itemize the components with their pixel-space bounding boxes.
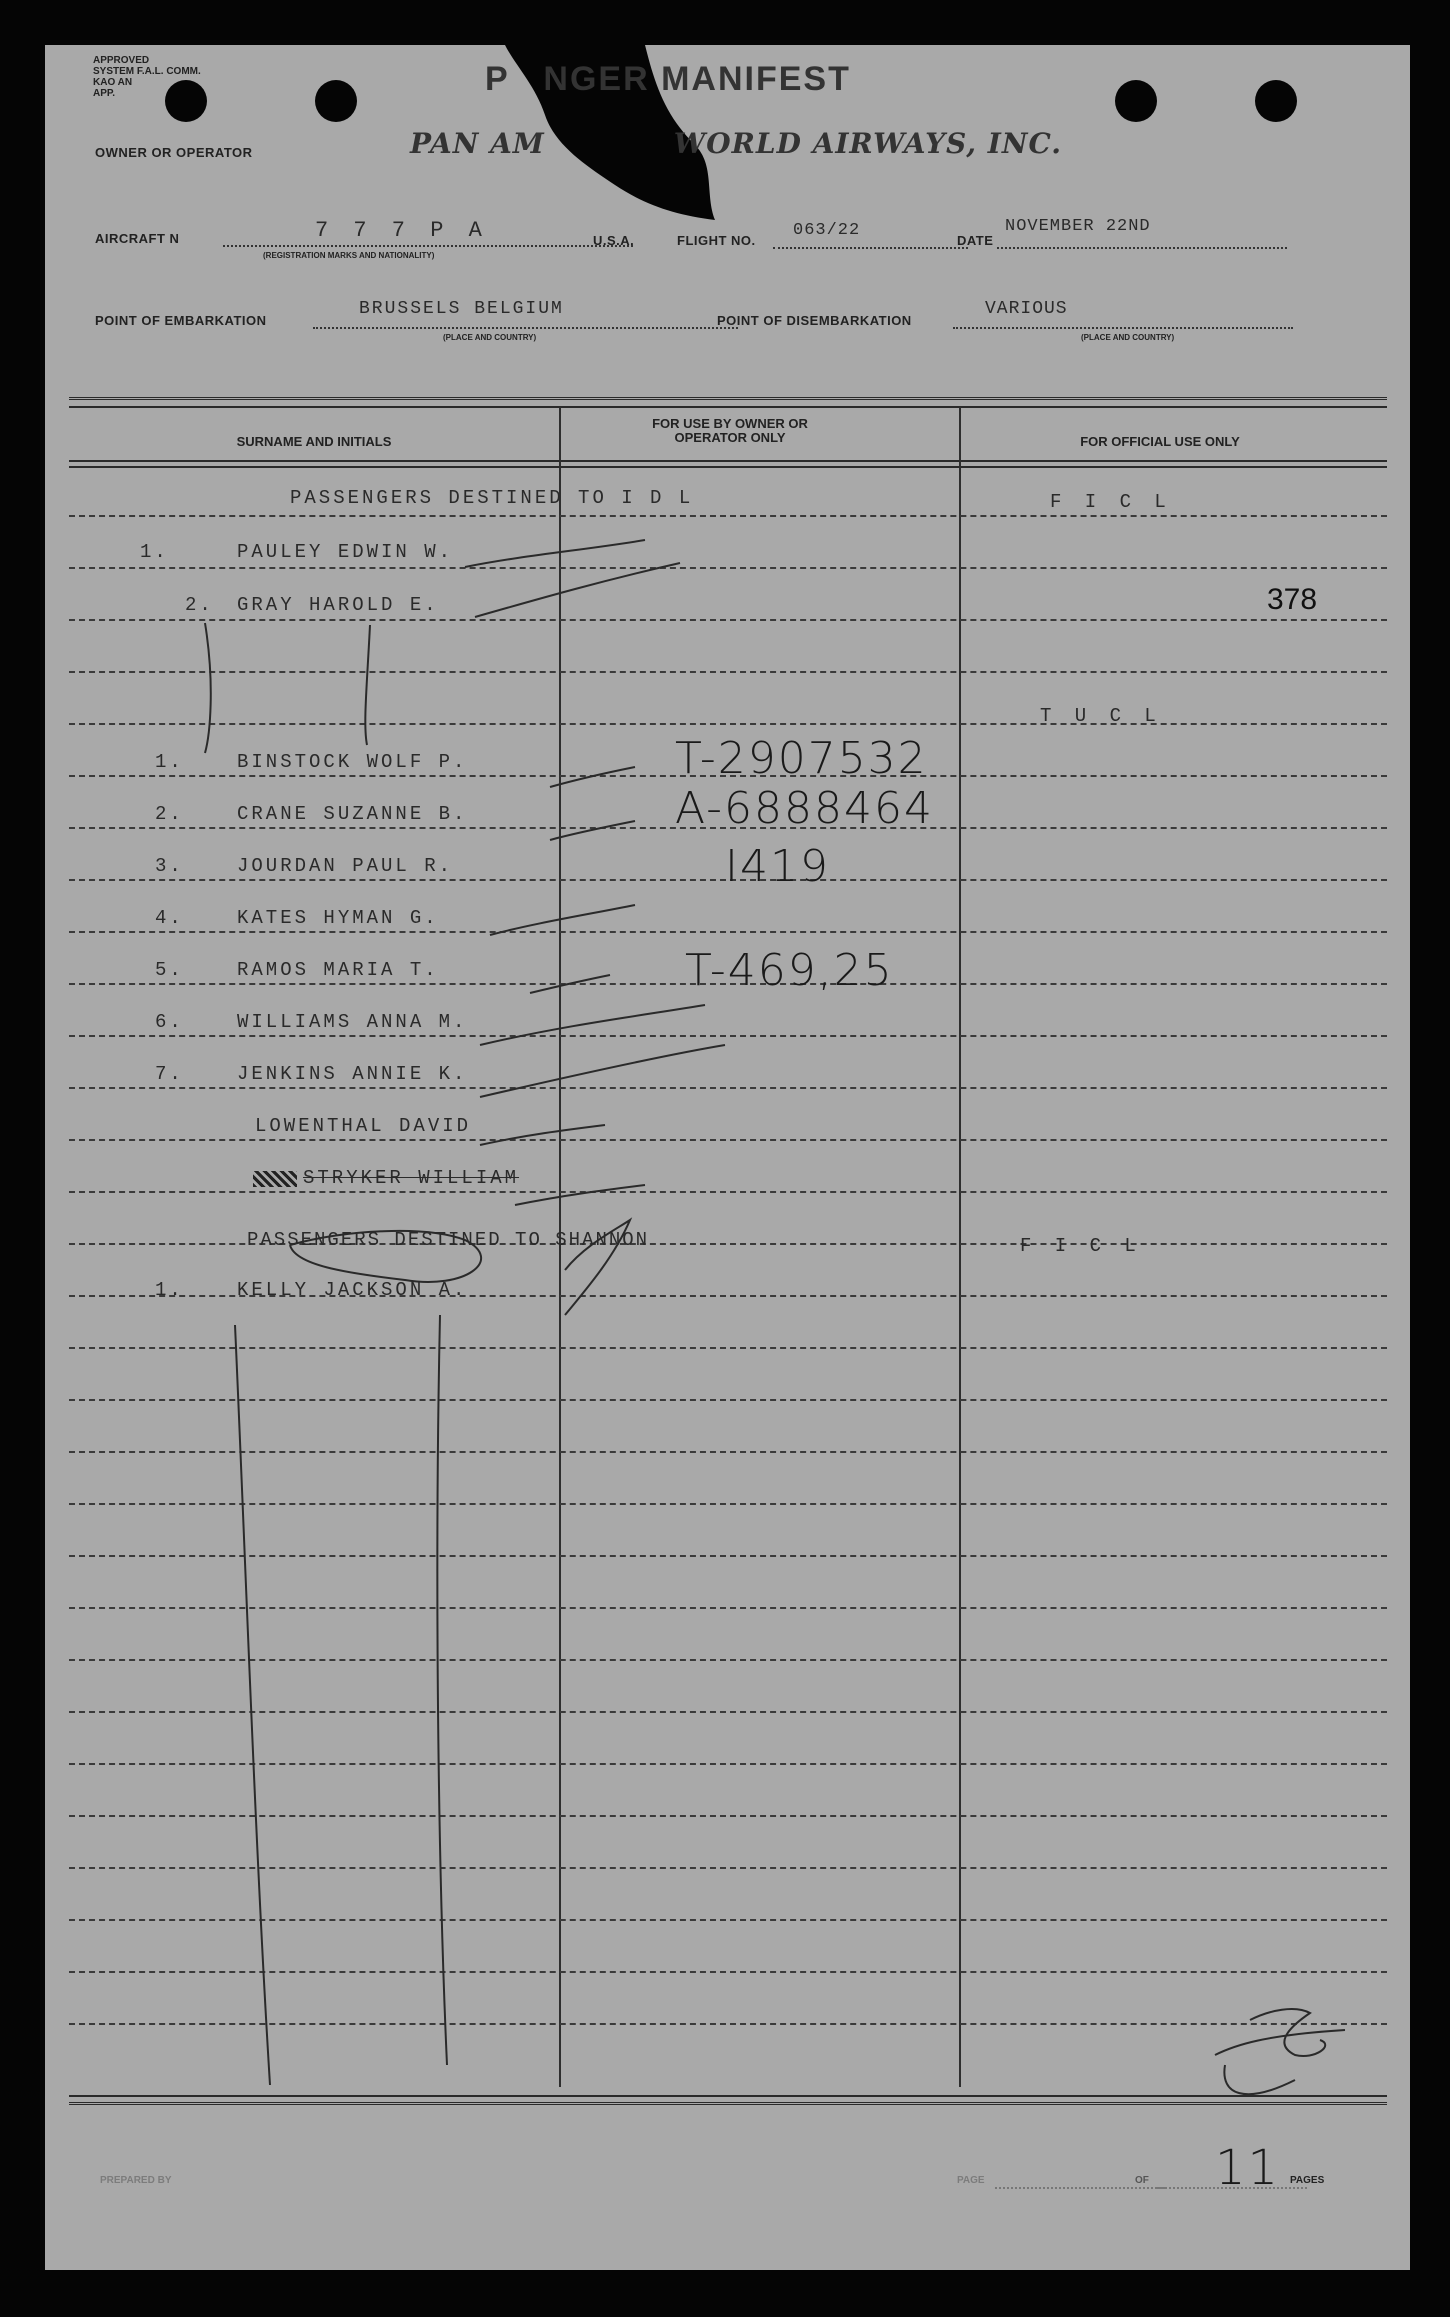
passenger-name: JOURDAN PAUL R. (237, 855, 454, 877)
handwritten-ticket: T-2907532 (675, 733, 928, 784)
embarkation-sublabel: (PLACE AND COUNTRY) (443, 333, 537, 342)
total-pages: 11 (1215, 2140, 1281, 2196)
section-code: F I C L (1050, 491, 1172, 513)
passenger-name: LOWENTHAL DAVID (255, 1115, 472, 1137)
handwritten-ticket: I419 (725, 841, 830, 892)
col-header-surname: SURNAME AND INITIALS (236, 434, 392, 449)
disembarkation-sublabel: (PLACE AND COUNTRY) (1081, 333, 1175, 342)
prepared-by-label: PREPARED BY (100, 2175, 172, 2186)
manifest-sheet (45, 45, 1410, 2270)
passenger-name-struck: STRYKER WILLIAM (303, 1167, 520, 1189)
pencil-strokes (45, 45, 1410, 2270)
section-code: T U C L (1040, 705, 1162, 727)
page-title: P NGER MANIFEST (485, 60, 851, 98)
aircraft-label: AIRCRAFT N (95, 231, 180, 246)
passenger-number: 2. (155, 803, 184, 825)
passenger-name: BINSTOCK WOLF P. (237, 751, 468, 773)
passenger-number: 3. (155, 855, 184, 877)
section-code: F I C L (1020, 1235, 1142, 1257)
passenger-name: CRANE SUZANNE B. (237, 803, 468, 825)
embarkation-value: BRUSSELS BELGIUM (359, 299, 564, 319)
disembarkation-value: VARIOUS (985, 299, 1068, 319)
passenger-number: 1. (155, 751, 184, 773)
passenger-name: GRAY HAROLD E. (237, 594, 439, 616)
passenger-number: 7. (155, 1063, 184, 1085)
date-value: NOVEMBER 22ND (1005, 217, 1151, 236)
passenger-name: WILLIAMS ANNA M. (237, 1011, 468, 1033)
flight-value: 063/22 (793, 221, 861, 240)
col-header-owner-use: FOR USE BY OWNER OR OPERATOR ONLY (652, 416, 808, 445)
owner-label: OWNER OR OPERATOR (95, 145, 253, 160)
passenger-number: 1. (155, 1279, 184, 1301)
aircraft-value: 7 7 7 P A (315, 218, 488, 243)
approval-block: APPROVED SYSTEM F.A.L. COMM. KAO AN APP. (93, 55, 201, 99)
embarkation-label: POINT OF EMBARKATION (95, 313, 267, 328)
usa-label: U.S.A. (593, 233, 635, 248)
passenger-name: RAMOS MARIA T. (237, 959, 439, 981)
pages-label: PAGES (1290, 2175, 1325, 2186)
handwritten-ticket: A-6888464 (675, 783, 934, 834)
passenger-number: 1. (140, 541, 169, 563)
handwritten-ticket: T-469,25 (685, 945, 894, 996)
section-heading: PASSENGERS DESTINED TO I D L (290, 487, 694, 509)
airline-name: PAN AM WORLD AIRWAYS, INC. (410, 127, 1063, 160)
passenger-name: KATES HYMAN G. (237, 907, 439, 929)
passenger-number: 5. (155, 959, 184, 981)
of-label: OF (1135, 2175, 1149, 2186)
page-label: PAGE (957, 2175, 985, 2186)
aircraft-sublabel: (REGISTRATION MARKS AND NATIONALITY) (263, 251, 435, 260)
disembarkation-label: POINT OF DISEMBARKATION (717, 313, 912, 328)
page-underline (995, 2187, 1165, 2189)
section-heading: PASSENGERS DESTINED TO SHANNON (247, 1229, 650, 1251)
passenger-name: JENKINS ANNIE K. (237, 1063, 468, 1085)
passenger-number: 2. (185, 594, 214, 616)
flight-label: FLIGHT NO. (677, 233, 756, 248)
passenger-number: 4. (155, 907, 184, 929)
record-number: 378 (1267, 583, 1318, 616)
passenger-name: PAULEY EDWIN W. (237, 541, 454, 563)
passenger-number: 6. (155, 1011, 184, 1033)
date-label: DATE (957, 233, 994, 248)
passenger-name: KELLY JACKSON A. (237, 1279, 468, 1301)
col-header-official-use: FOR OFFICIAL USE ONLY (1080, 434, 1240, 449)
